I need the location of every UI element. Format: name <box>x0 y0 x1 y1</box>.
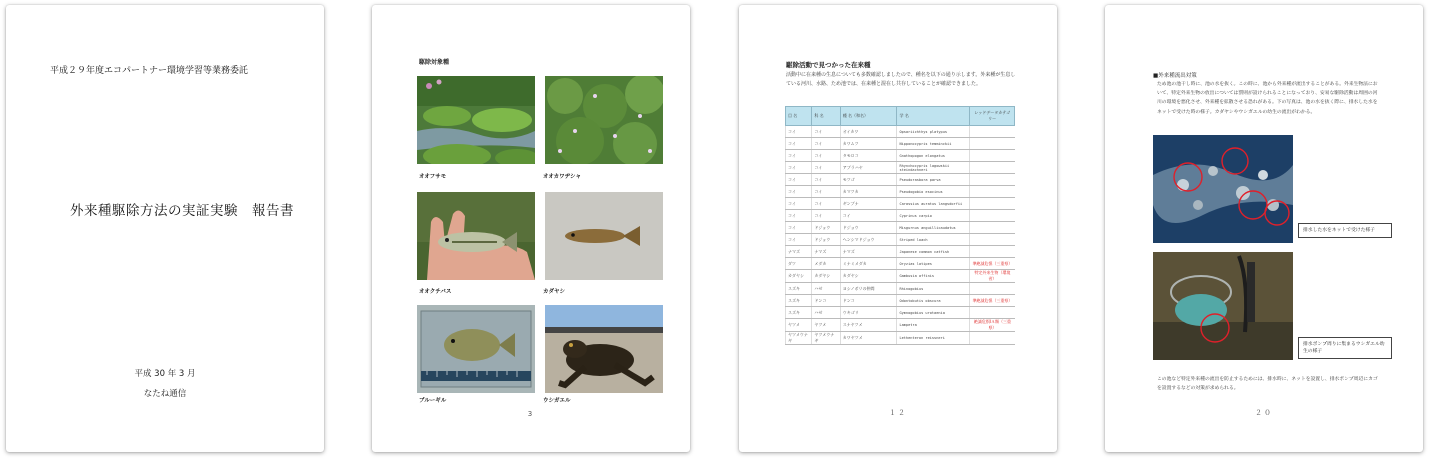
table-row <box>786 283 1015 295</box>
cell-order: スズキ <box>786 295 812 307</box>
caption-1: オオフサモ <box>419 174 447 180</box>
caption-2: オオカワヂシャ <box>543 174 581 180</box>
body-text: ため池の池干し時に、池の水を抜く。この時に、池から外来種が流出することがある。外来生物法において、特定外来生物の放出については罰則が設けられることになっており、安易な駆除活動は周囲の河川の環境を悪化させ、外来種を拡散させる恐れがある。下の写真は、池の水を抜く際に、排水した水をネットで受けた時の様子。カダヤシやウシガエルの幼生の流出がわかる。 <box>1157 82 1378 115</box>
cell-red-data: 準絶滅危惧（三重県） <box>970 258 1015 270</box>
callout-net: 排水した水をネットで受けた様子 <box>1298 223 1392 238</box>
cell-family: コイ <box>812 162 840 174</box>
cell-scientific-name: Misgurnus anguillicaudatus <box>897 222 970 234</box>
photo-pump-area <box>1153 252 1293 360</box>
table-row <box>786 258 1015 270</box>
cell-scientific-name: Rhinogobius <box>897 283 970 295</box>
cell-order: ナマズ <box>786 246 812 258</box>
cell-japanese-name: アブラハヤ <box>840 162 897 174</box>
table-row <box>786 186 1015 198</box>
cell-scientific-name: Carassius auratus langsdorfii <box>897 198 970 210</box>
cell-family: ドンコ <box>812 295 840 307</box>
cell-order: コイ <box>786 126 812 138</box>
cell-order: コイ <box>786 234 812 246</box>
cell-red-data <box>970 126 1015 138</box>
cell-scientific-name: Rhynchocypris lagowskii steindachneri <box>897 162 970 174</box>
cell-scientific-name: Odontobutis obscura <box>897 295 970 307</box>
photo-bluegill <box>417 305 535 393</box>
cell-order: コイ <box>786 138 812 150</box>
caption-6: ウシガエル <box>543 398 571 404</box>
cell-order: スズキ <box>786 283 812 295</box>
caption-3: オオクチバス <box>419 289 452 295</box>
cell-order: コイ <box>786 150 812 162</box>
cell-order: カダヤシ <box>786 270 812 283</box>
cell-red-data <box>970 222 1015 234</box>
photo-ushigaeru <box>545 305 663 393</box>
report-cover-page <box>6 5 324 452</box>
cell-red-data <box>970 186 1015 198</box>
cell-red-data <box>970 307 1015 319</box>
section-heading: ■外来種流出対策 <box>1153 73 1197 79</box>
photo-ookawajisha <box>545 76 663 164</box>
cell-japanese-name: スナヤツメ <box>840 319 897 332</box>
cell-red-data <box>970 234 1015 246</box>
cell-red-data: 準絶滅危惧（三重県） <box>970 295 1015 307</box>
page-number: ２０ <box>1255 409 1273 417</box>
cell-family: ドジョウ <box>812 234 840 246</box>
cell-family: ハゼ <box>812 283 840 295</box>
table-row <box>786 234 1015 246</box>
cell-order: コイ <box>786 198 812 210</box>
cell-japanese-name: ヘンシマドジョウ <box>840 234 897 246</box>
photo-oofusamo <box>417 76 535 164</box>
col-order: 目 名 <box>786 107 812 126</box>
page-number: 3 <box>527 410 535 418</box>
cell-red-data: 特定外来生物（環境省） <box>970 270 1015 283</box>
cell-order: コイ <box>786 222 812 234</box>
cell-japanese-name: カマツカ <box>840 186 897 198</box>
cell-family: コイ <box>812 210 840 222</box>
native-species-page <box>739 5 1057 452</box>
cell-order: コイ <box>786 186 812 198</box>
cell-order: コイ <box>786 162 812 174</box>
species-table <box>785 106 1015 345</box>
cell-family: ヤツメウナギ <box>812 332 840 345</box>
cell-order: ヤツメ <box>786 319 812 332</box>
cell-scientific-name: Japanese common catfish <box>897 246 970 258</box>
cell-red-data <box>970 210 1015 222</box>
cell-scientific-name: Cyprinus carpio <box>897 210 970 222</box>
page-heading: 駆除対象種 <box>419 59 450 66</box>
report-title: 外来種駆除方法の実証実験 報告書 <box>70 203 294 219</box>
cell-red-data <box>970 162 1015 174</box>
table-row <box>786 210 1015 222</box>
cell-red-data <box>970 283 1015 295</box>
table-row <box>786 126 1015 138</box>
col-family: 科 名 <box>812 107 840 126</box>
conclusion-text: この池など特定外来種の流出を防止するためには、排水時に、ネットを設置し、排水ポンプ周辺にカゴを設置するなどの対策が求められる。 <box>1157 377 1378 392</box>
cell-japanese-name: モツゴ <box>840 174 897 186</box>
cell-red-data <box>970 198 1015 210</box>
cell-family: コイ <box>812 150 840 162</box>
col-japanese-name: 種 名（和名） <box>840 107 897 126</box>
page-number: １２ <box>889 409 907 417</box>
table-row <box>786 150 1015 162</box>
cell-family: コイ <box>812 126 840 138</box>
table-row <box>786 174 1015 186</box>
report-date: 平成 30 年 3 月 <box>134 369 196 379</box>
cell-family: コイ <box>812 198 840 210</box>
cell-order: コイ <box>786 210 812 222</box>
cell-family: ヤツメ <box>812 319 840 332</box>
cell-japanese-name: ギンブナ <box>840 198 897 210</box>
caption-5: ブルーギル <box>419 398 447 404</box>
outflow-measures-page <box>1105 5 1423 452</box>
cell-scientific-name: Lethenteron reissneri <box>897 332 970 345</box>
cell-scientific-name: Gymnogobius urotaenia <box>897 307 970 319</box>
cell-order: ヤツメウナギ <box>786 332 812 345</box>
col-red-data: レッドデータカテゴリー <box>970 107 1015 126</box>
cell-scientific-name: Oryzias latipes <box>897 258 970 270</box>
photo-ookuchibasu <box>417 192 535 280</box>
cell-family: コイ <box>812 186 840 198</box>
target-species-page <box>372 5 690 452</box>
cell-family: ナマズ <box>812 246 840 258</box>
cell-red-data <box>970 246 1015 258</box>
table-row <box>786 138 1015 150</box>
cell-scientific-name: Pseudorasbora parva <box>897 174 970 186</box>
cell-red-data <box>970 150 1015 162</box>
cell-scientific-name: Striped loach <box>897 234 970 246</box>
cell-order: スズキ <box>786 307 812 319</box>
cell-family: カダヤシ <box>812 270 840 283</box>
cell-order: ダツ <box>786 258 812 270</box>
cell-japanese-name: カワムツ <box>840 138 897 150</box>
table-row <box>786 319 1015 332</box>
cell-scientific-name: Opsariichthys platypus <box>897 126 970 138</box>
cell-scientific-name: Nipponocypris temminckii <box>897 138 970 150</box>
col-scientific-name: 学 名 <box>897 107 970 126</box>
cell-japanese-name: ナマズ <box>840 246 897 258</box>
cell-japanese-name: ミナミメダカ <box>840 258 897 270</box>
cell-red-data <box>970 332 1015 345</box>
table-row <box>786 270 1015 283</box>
cell-japanese-name: ウキゴリ <box>840 307 897 319</box>
cell-scientific-name: Gambusia affinis <box>897 270 970 283</box>
cell-family: ドジョウ <box>812 222 840 234</box>
cell-japanese-name: ドジョウ <box>840 222 897 234</box>
commission-title: 平成２９年度エコパートナー環境学習等業務委託 <box>50 66 249 76</box>
cell-japanese-name: カダヤシ <box>840 270 897 283</box>
cell-japanese-name: ドンコ <box>840 295 897 307</box>
table-row <box>786 332 1015 345</box>
cell-japanese-name: コイ <box>840 210 897 222</box>
callout-pump: 排水ポンプ周りに集まるウシガエル幼生の様子 <box>1298 337 1392 359</box>
cell-japanese-name: カワヤツメ <box>840 332 897 345</box>
intro-text: 活動中に在来種の生息についても多数確認しましたので、種名を以下の通り示します。外来種が生息している河川、水路、ため池では、在来種と混在し共存していることが確認できました。 <box>786 72 1016 87</box>
cell-red-data <box>970 174 1015 186</box>
table-row <box>786 162 1015 174</box>
table-row <box>786 295 1015 307</box>
table-row <box>786 307 1015 319</box>
cell-family: メダカ <box>812 258 840 270</box>
table-row <box>786 198 1015 210</box>
cell-family: コイ <box>812 138 840 150</box>
cell-red-data: 絶滅危惧ⅠＡ類（三重県） <box>970 319 1015 332</box>
cell-family: コイ <box>812 174 840 186</box>
cell-japanese-name: ヨシノボリの仲間 <box>840 283 897 295</box>
cell-scientific-name: Pseudogobio esocinus <box>897 186 970 198</box>
cell-red-data <box>970 138 1015 150</box>
photo-net-catch <box>1153 135 1293 243</box>
caption-4: カダヤシ <box>543 289 565 295</box>
page-heading: 駆除活動で見つかった在来種 <box>786 61 871 69</box>
table-row <box>786 246 1015 258</box>
cell-order: コイ <box>786 174 812 186</box>
report-author: なたね通信 <box>143 389 187 399</box>
table-row <box>786 222 1015 234</box>
cell-scientific-name: Lampetra <box>897 319 970 332</box>
photo-kadayashi <box>545 192 663 280</box>
cell-family: ハゼ <box>812 307 840 319</box>
cell-japanese-name: オイカワ <box>840 126 897 138</box>
cell-scientific-name: Gnathopogon elongatus <box>897 150 970 162</box>
cell-japanese-name: タモロコ <box>840 150 897 162</box>
